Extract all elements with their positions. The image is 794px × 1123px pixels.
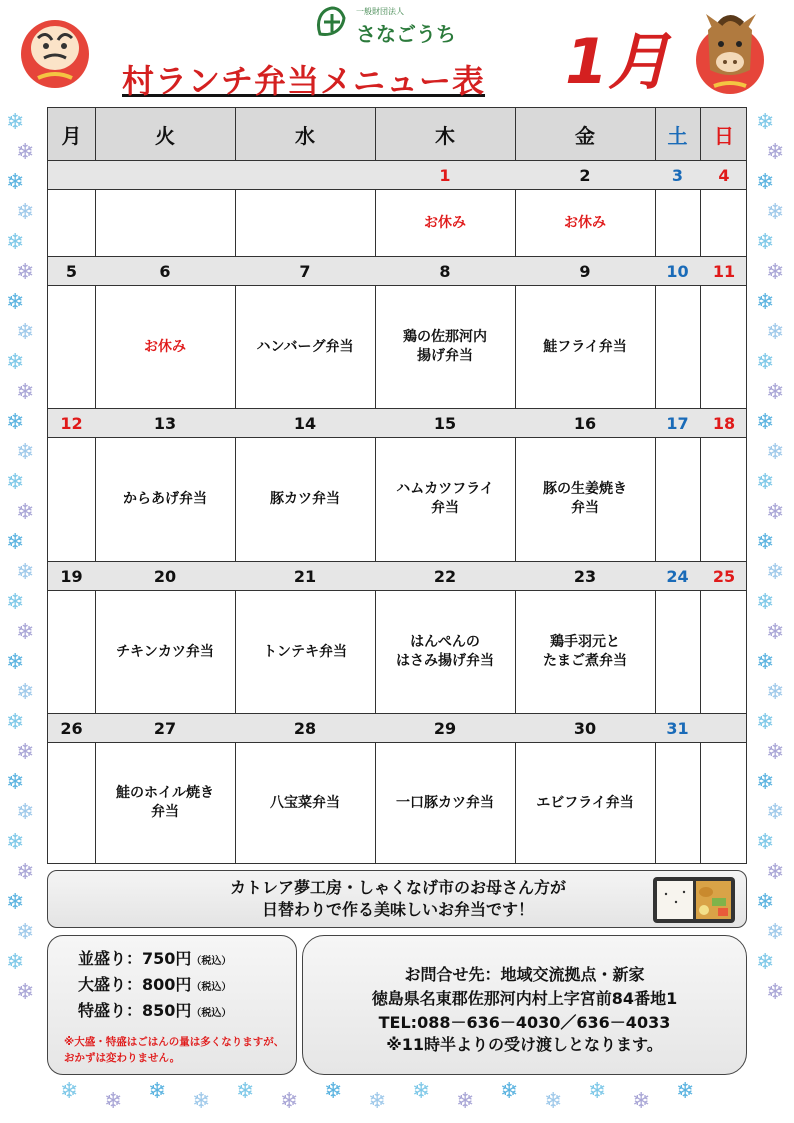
menu-cell: トンテキ弁当 (263, 643, 347, 660)
snowflake-icon: ❄ (756, 770, 775, 795)
snowflake-icon: ❄ (6, 530, 25, 555)
snowflake-icon: ❄ (756, 590, 775, 615)
menu-cell: ハムカツフライ 弁当 (396, 481, 494, 516)
weekday-header-thu: 木 (435, 123, 455, 148)
menu-cell: 豚カツ弁当 (270, 490, 340, 507)
menu-cell (95, 190, 235, 256)
weekday-header-fri: 金 (575, 123, 595, 148)
contact-phone: TEL:088－636－4030／636－4033 (378, 1013, 671, 1032)
tax-note: （税込） (191, 956, 232, 967)
snowflake-icon: ❄ (766, 140, 785, 165)
date-number: 4 (718, 165, 730, 185)
snowflake-icon: ❄ (6, 170, 25, 195)
date-number: 11 (712, 261, 736, 281)
snowflake-icon: ❄ (756, 470, 775, 495)
snowflake-icon: ❄ (16, 980, 35, 1005)
date-number (235, 160, 375, 190)
snowflake-icon: ❄ (500, 1079, 519, 1104)
snowflake-icon: ❄ (324, 1079, 343, 1104)
menu-cell (700, 438, 748, 560)
daruma-illustration (18, 12, 92, 90)
menu-cell: 八宝菜弁当 (270, 794, 340, 811)
snowflake-icon: ❄ (6, 710, 25, 735)
date-number: 28 (293, 718, 317, 738)
weekday-header-tue: 火 (155, 123, 175, 148)
contact-address: 徳島県名東郡佐那河内村上字宮前84番地1 (371, 989, 678, 1008)
snowflake-icon: ❄ (16, 860, 35, 885)
menu-cell: からあげ弁当 (123, 490, 207, 507)
date-number: 5 (65, 261, 78, 281)
date-number: 20 (153, 566, 177, 586)
org-type-label: 一般財団法人 (356, 7, 404, 16)
tax-note: （税込） (191, 982, 232, 993)
snowflake-icon: ❄ (456, 1089, 475, 1114)
snowflake-icon: ❄ (412, 1079, 431, 1104)
menu-cell (655, 591, 700, 713)
snowflake-icon: ❄ (104, 1089, 123, 1114)
snowflake-icon: ❄ (756, 650, 775, 675)
snowflake-icon: ❄ (16, 200, 35, 225)
snowflake-icon: ❄ (766, 200, 785, 225)
snowflake-icon: ❄ (756, 950, 775, 975)
snowflake-icon: ❄ (766, 380, 785, 405)
snowflake-icon: ❄ (766, 860, 785, 885)
snowflake-icon: ❄ (6, 470, 25, 495)
snowflake-icon: ❄ (6, 290, 25, 315)
notice-banner (47, 870, 747, 928)
date-number: 9 (579, 261, 591, 281)
snowflake-icon: ❄ (236, 1079, 255, 1104)
menu-cell: エビフライ弁当 (536, 794, 634, 811)
leaf-logo-icon (312, 4, 352, 44)
date-number: 1 (439, 165, 451, 185)
menu-cell (48, 286, 95, 408)
menu-cell (48, 190, 95, 256)
menu-cell (700, 190, 748, 256)
menu-cell: ハンバーグ弁当 (256, 338, 354, 355)
snowflake-icon: ❄ (676, 1079, 695, 1104)
snowflake-icon: ❄ (16, 740, 35, 765)
snowflake-icon: ❄ (756, 410, 775, 435)
menu-cell: 一口豚カツ弁当 (396, 794, 494, 811)
price-regular (78, 946, 231, 969)
snowflake-icon: ❄ (60, 1079, 79, 1104)
date-number: 18 (712, 413, 736, 433)
price-regular-label: 並盛り：750円 (78, 949, 192, 968)
date-number: 16 (573, 413, 597, 433)
snowflake-icon: ❄ (588, 1079, 607, 1104)
page-title: 村ランチ弁当メニュー表 (122, 62, 486, 100)
notice-text: カトレア夢工房・しゃくなげ市のお母さん方が 日替わりで作る美味しいお弁当です！ (229, 878, 566, 919)
snowflake-icon: ❄ (756, 290, 775, 315)
snowflake-icon: ❄ (148, 1079, 167, 1104)
bento-box-image (652, 876, 736, 924)
snowflake-icon: ❄ (16, 800, 35, 825)
month-label: 1月 (565, 25, 671, 98)
snowflake-icon: ❄ (756, 710, 775, 735)
snowflake-icon: ❄ (766, 440, 785, 465)
menu-cell (655, 190, 700, 256)
snowflake-icon: ❄ (16, 560, 35, 585)
date-number: 29 (433, 718, 457, 738)
weekday-header-sun: 日 (714, 123, 734, 148)
snowflake-icon: ❄ (756, 350, 775, 375)
snowflake-icon: ❄ (766, 740, 785, 765)
weekday-header-row (48, 108, 746, 161)
snowflake-icon: ❄ (16, 620, 35, 645)
date-number: 24 (666, 566, 689, 586)
snowflake-icon: ❄ (756, 110, 775, 135)
date-number: 3 (671, 165, 684, 185)
header (0, 0, 794, 105)
date-number: 10 (666, 261, 689, 281)
menu-cell: はんぺんの はさみ揚げ弁当 (396, 634, 494, 669)
menu-cell (48, 591, 95, 713)
date-number: 21 (293, 566, 317, 586)
snowflake-icon: ❄ (766, 680, 785, 705)
snowflake-icon: ❄ (6, 830, 25, 855)
snowflake-icon: ❄ (280, 1089, 299, 1114)
menu-cell: お休み (564, 214, 606, 231)
snowflake-icon: ❄ (756, 530, 775, 555)
contact-place: お問合せ先：地域交流拠点・新家 (404, 965, 645, 984)
snowflake-icon: ❄ (6, 590, 25, 615)
snowflake-icon: ❄ (368, 1089, 387, 1114)
menu-cell (700, 743, 748, 863)
snowflake-icon: ❄ (6, 110, 25, 135)
weekday-header-wed: 水 (295, 123, 315, 148)
menu-cell (655, 438, 700, 560)
date-number: 2 (579, 165, 591, 185)
menu-cell (655, 286, 700, 408)
snowflake-border-right (754, 112, 790, 1012)
snowflake-icon: ❄ (766, 800, 785, 825)
menu-cell (235, 190, 375, 256)
date-number: 7 (299, 261, 311, 281)
snowflake-icon: ❄ (6, 410, 25, 435)
menu-calendar (47, 107, 747, 864)
snowflake-icon: ❄ (766, 560, 785, 585)
snowflake-icon: ❄ (766, 500, 785, 525)
snowflake-icon: ❄ (6, 950, 25, 975)
date-number (95, 160, 235, 190)
date-number: 12 (60, 413, 83, 433)
snowflake-border-left (4, 112, 40, 1012)
snowflake-icon: ❄ (756, 170, 775, 195)
price-large (78, 972, 231, 995)
date-number: 17 (666, 413, 689, 433)
tax-note: （税込） (191, 1008, 232, 1019)
date-number (48, 160, 95, 190)
price-large-label: 大盛り：800円 (78, 975, 192, 994)
date-number: 30 (573, 718, 597, 738)
menu-cell: 鮭のホイル焼き 弁当 (116, 785, 214, 820)
contact-pickup-note: ※11時半よりの受け渡しとなります。 (386, 1035, 663, 1054)
snowflake-icon: ❄ (6, 890, 25, 915)
price-extra (78, 998, 231, 1021)
date-number: 6 (159, 261, 171, 281)
date-number: 23 (573, 566, 597, 586)
menu-cell: お休み (424, 214, 466, 231)
menu-cell: チキンカツ弁当 (116, 643, 214, 660)
price-box (47, 935, 297, 1075)
weekday-header-sat: 土 (667, 123, 688, 148)
menu-cell: 鶏手羽元と たまご煮弁当 (543, 634, 627, 669)
snowflake-icon: ❄ (6, 230, 25, 255)
snowflake-icon: ❄ (756, 230, 775, 255)
snowflake-icon: ❄ (16, 920, 35, 945)
date-number: 8 (439, 261, 451, 281)
horse-daruma-illustration (690, 10, 770, 96)
date-number: 25 (712, 566, 736, 586)
snowflake-icon: ❄ (16, 440, 35, 465)
snowflake-icon: ❄ (16, 260, 35, 285)
date-number: 31 (666, 718, 689, 738)
menu-cell (700, 591, 748, 713)
date-number: 19 (60, 566, 83, 586)
date-number: 13 (153, 413, 177, 433)
menu-cell (48, 743, 95, 863)
snowflake-border-bottom (60, 1077, 740, 1117)
snowflake-icon: ❄ (756, 890, 775, 915)
snowflake-icon: ❄ (192, 1089, 211, 1114)
menu-cell: 鶏の佐那河内 揚げ弁当 (403, 329, 487, 364)
snowflake-icon: ❄ (766, 980, 785, 1005)
menu-cell: 鮭フライ弁当 (543, 338, 627, 355)
snowflake-icon: ❄ (766, 620, 785, 645)
snowflake-icon: ❄ (6, 650, 25, 675)
organization-logo (312, 4, 472, 44)
date-number: 22 (433, 566, 457, 586)
contact-box (302, 935, 747, 1075)
snowflake-icon: ❄ (766, 920, 785, 945)
menu-cell: 豚の生姜焼き 弁当 (543, 481, 627, 516)
price-note: ※大盛・特盛はごはんの量は多くなりますが、おかずは変わりません。 (64, 1036, 285, 1064)
snowflake-icon: ❄ (6, 770, 25, 795)
weekday-header-mon: 月 (61, 123, 82, 148)
date-number: 14 (293, 413, 317, 433)
snowflake-icon: ❄ (16, 140, 35, 165)
menu-cell (48, 438, 95, 560)
snowflake-icon: ❄ (544, 1089, 563, 1114)
snowflake-icon: ❄ (16, 320, 35, 345)
date-number (700, 713, 748, 743)
snowflake-icon: ❄ (16, 380, 35, 405)
snowflake-icon: ❄ (632, 1089, 651, 1114)
org-name: さなごうち (356, 22, 456, 46)
snowflake-icon: ❄ (766, 320, 785, 345)
snowflake-icon: ❄ (766, 260, 785, 285)
snowflake-icon: ❄ (16, 500, 35, 525)
date-number: 15 (433, 413, 457, 433)
date-number: 26 (60, 718, 83, 738)
menu-cell: お休み (144, 338, 186, 355)
price-extra-label: 特盛り：850円 (78, 1001, 192, 1020)
date-number: 27 (153, 718, 177, 738)
snowflake-icon: ❄ (16, 680, 35, 705)
menu-cell (655, 743, 700, 863)
snowflake-icon: ❄ (756, 830, 775, 855)
menu-cell (700, 286, 748, 408)
snowflake-icon: ❄ (6, 350, 25, 375)
